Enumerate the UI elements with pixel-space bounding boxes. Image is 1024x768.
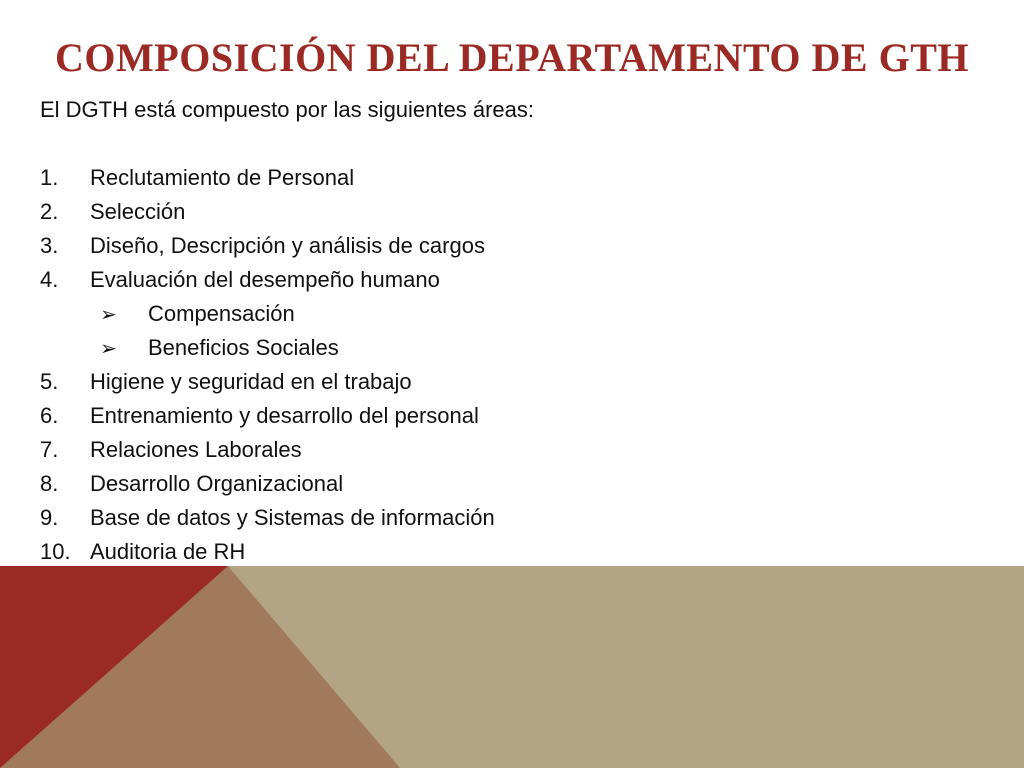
list-item	[0, 504, 1024, 538]
list-item-text: Desarrollo Organizacional	[90, 471, 344, 496]
list-item-text: Base de datos y Sistemas de información	[90, 505, 495, 530]
list-number: 9.	[40, 505, 59, 530]
list-item	[0, 266, 1024, 300]
list-number: 8.	[40, 471, 59, 496]
list-item-text: Entrenamiento y desarrollo del personal	[90, 403, 479, 428]
sub-list-item-text: Compensación	[148, 301, 295, 326]
list-item	[0, 164, 1024, 198]
list-item	[0, 232, 1024, 266]
list-item	[0, 436, 1024, 470]
arrow-bullet-icon: ➢	[100, 336, 117, 360]
list-number: 2.	[40, 199, 59, 224]
list-item-text: Auditoria de RH	[90, 539, 246, 564]
list-number: 4.	[40, 267, 59, 292]
sub-list-item-text: Beneficios Sociales	[148, 335, 339, 360]
list-number: 5.	[40, 369, 59, 394]
list-number: 6.	[40, 403, 59, 428]
sub-list-item	[0, 300, 1024, 334]
list-item	[0, 368, 1024, 402]
list-item-text: Evaluación del desempeño humano	[90, 267, 440, 292]
list-item	[0, 198, 1024, 232]
list-item	[0, 470, 1024, 504]
list-item-text: Higiene y seguridad en el trabajo	[90, 369, 412, 394]
intro-text: El DGTH está compuesto por las siguientes áreas:	[40, 97, 535, 122]
list-number: 3.	[40, 233, 59, 258]
list-number: 1.	[40, 165, 59, 190]
list-item	[0, 402, 1024, 436]
list-number: 10.	[40, 539, 71, 564]
sub-list-item	[0, 334, 1024, 368]
list-item-text: Relaciones Laborales	[90, 437, 302, 462]
list-item-text: Selección	[90, 199, 186, 224]
list-item-text: Reclutamiento de Personal	[90, 165, 355, 190]
slide-title: COMPOSICIÓN DEL DEPARTAMENTO DE GTH	[55, 35, 969, 80]
list-item-text: Diseño, Descripción y análisis de cargos	[90, 233, 485, 258]
decorative-footer-shapes	[0, 566, 1024, 768]
areas-list	[0, 164, 1024, 572]
arrow-bullet-icon: ➢	[100, 302, 117, 326]
list-number: 7.	[40, 437, 59, 462]
